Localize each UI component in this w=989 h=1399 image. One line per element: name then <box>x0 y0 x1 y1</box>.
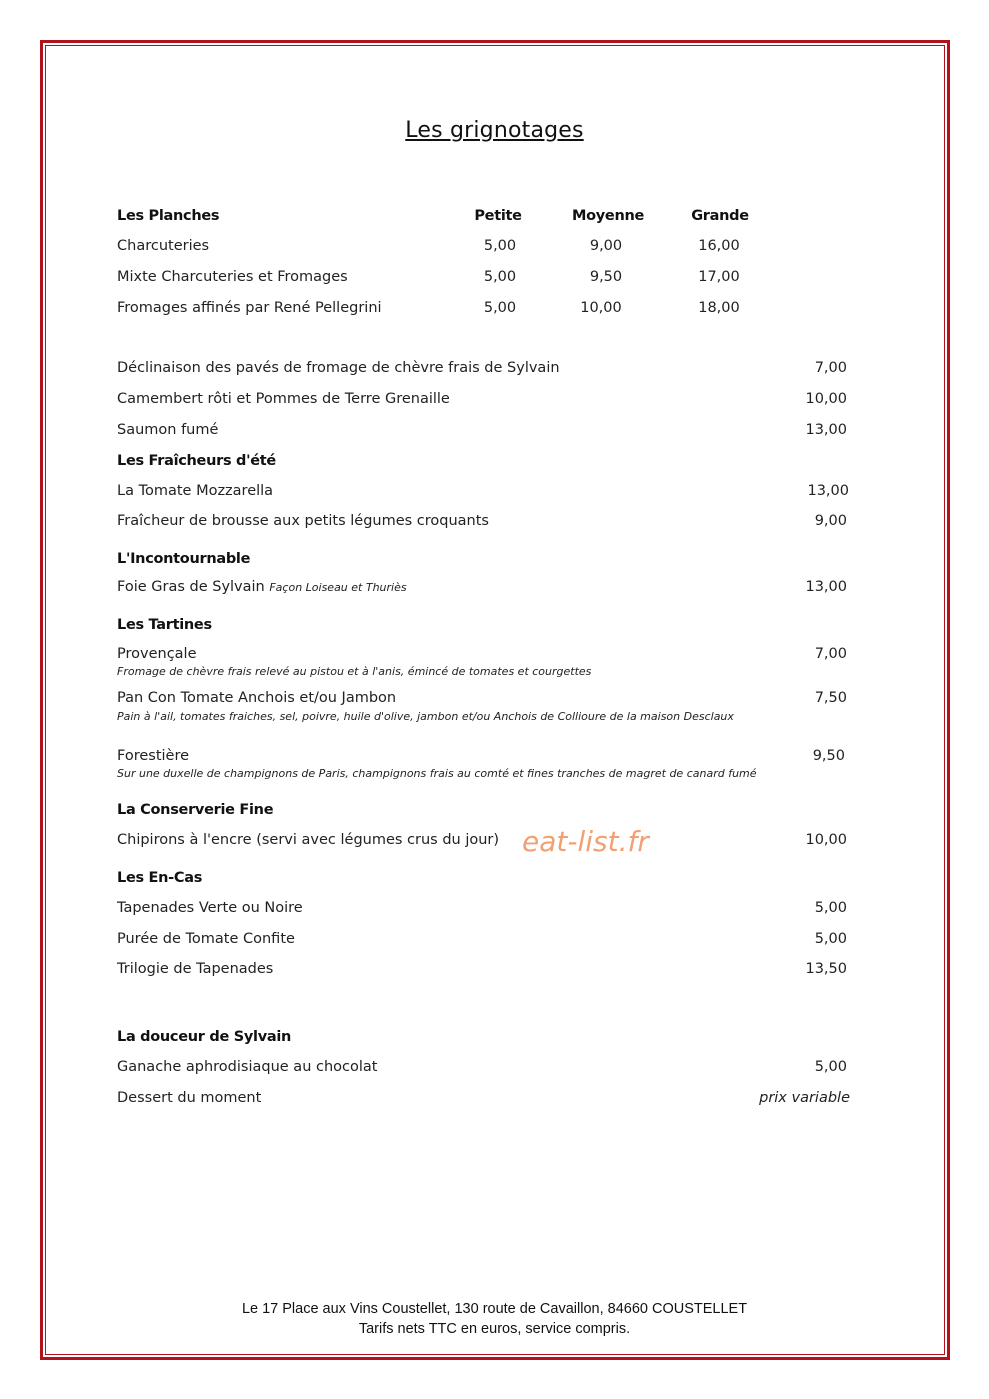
watermark: eat-list.fr <box>522 825 649 858</box>
section-heading-douceur: La douceur de Sylvain <box>117 1029 292 1045</box>
menu-item-name: Charcuteries <box>117 238 210 254</box>
section-heading-tartines: Les Tartines <box>117 617 212 633</box>
menu-item-price: 7,00 <box>814 646 847 662</box>
menu-item-name: Provençale <box>117 646 197 662</box>
menu-item-note: Façon Loiseau et Thuriès <box>269 581 407 594</box>
footer-address: Le 17 Place aux Vins Coustellet, 130 route de Cavaillon, 84660 COUSTELLET <box>241 1301 748 1317</box>
section-heading-planches: Les Planches <box>117 208 220 224</box>
menu-item-name: Ganache aphrodisiaque au chocolat <box>117 1059 378 1075</box>
menu-item-price-moyenne: 9,50 <box>589 269 623 285</box>
menu-item-price-moyenne: 10,00 <box>580 300 622 316</box>
size-header-moyenne: Moyenne <box>571 208 645 224</box>
menu-item-name-text: Foie Gras de Sylvain <box>117 579 265 595</box>
menu-item-name: Déclinaison des pavés de fromage de chèvre frais de Sylvain <box>117 360 560 376</box>
menu-item-price: 13,00 <box>805 422 847 438</box>
menu-item-price: 7,50 <box>814 690 847 706</box>
menu-item-price-petite: 5,00 <box>483 300 517 316</box>
menu-item-price: 5,00 <box>814 1059 847 1075</box>
menu-item-price: 7,00 <box>814 360 847 376</box>
menu-item-name: La Tomate Mozzarella <box>117 483 274 499</box>
menu-item-price: 13,00 <box>805 579 847 595</box>
menu-item-name: Mixte Charcuteries et Fromages <box>117 269 348 285</box>
section-heading-fraicheurs: Les Fraîcheurs d'été <box>117 453 276 469</box>
section-heading-conserverie: La Conserverie Fine <box>117 802 274 818</box>
menu-item-name: Chipirons à l'encre (servi avec légumes crus du jour) <box>117 832 500 848</box>
menu-item-name: Forestière <box>117 748 190 764</box>
menu-item-name: Saumon fumé <box>117 422 219 438</box>
section-heading-encas: Les En-Cas <box>117 870 203 886</box>
menu-item-name: Purée de Tomate Confite <box>117 931 295 947</box>
menu-item-price-petite: 5,00 <box>483 238 517 254</box>
menu-item-description: Fromage de chèvre frais relevé au pistou et à l'anis, émincé de tomates et courgettes <box>117 665 592 678</box>
menu-item-name: Fraîcheur de brousse aux petits légumes croquants <box>117 513 489 529</box>
size-header-grande: Grande <box>691 208 749 224</box>
menu-item-name: Camembert rôti et Pommes de Terre Grenaille <box>117 391 450 407</box>
footer-tarifs: Tarifs nets TTC en euros, service compris. <box>358 1321 631 1337</box>
size-header-petite: Petite <box>474 208 522 224</box>
menu-item-price: 9,00 <box>814 513 847 529</box>
menu-item-price: 13,00 <box>807 483 849 499</box>
menu-item-price: 10,00 <box>805 832 847 848</box>
menu-item-price: 5,00 <box>814 931 847 947</box>
menu-item-description: Pain à l'ail, tomates fraiches, sel, poivre, huile d'olive, jambon et/ou Anchois de Collioure de la maison Desclaux <box>117 710 734 723</box>
menu-item-name: Fromages affinés par René Pellegrini <box>117 300 382 316</box>
menu-item-name <box>117 578 407 597</box>
menu-item-price: 5,00 <box>814 900 847 916</box>
menu-item-price: 13,50 <box>805 961 847 977</box>
menu-item-price: prix variable <box>759 1090 850 1106</box>
section-heading-incontournable: L'Incontournable <box>117 551 251 567</box>
menu-item-name: Trilogie de Tapenades <box>117 961 274 977</box>
menu-item-price-petite: 5,00 <box>483 269 517 285</box>
menu-item-price: 10,00 <box>805 391 847 407</box>
menu-item-price-grande: 17,00 <box>698 269 740 285</box>
menu-item-description: Sur une duxelle de champignons de Paris, champignons frais au comté et fines tranches de magret de canard fumé <box>117 767 757 780</box>
menu-item-name: Dessert du moment <box>117 1090 262 1106</box>
page-title: Les grignotages <box>405 118 584 143</box>
menu-item-price: 9,50 <box>812 748 845 764</box>
menu-item-name: Pan Con Tomate Anchois et/ou Jambon <box>117 690 397 706</box>
menu-item-price-moyenne: 9,00 <box>589 238 623 254</box>
menu-item-price-grande: 16,00 <box>698 238 740 254</box>
menu-item-name: Tapenades Verte ou Noire <box>117 900 303 916</box>
menu-item-price-grande: 18,00 <box>698 300 740 316</box>
